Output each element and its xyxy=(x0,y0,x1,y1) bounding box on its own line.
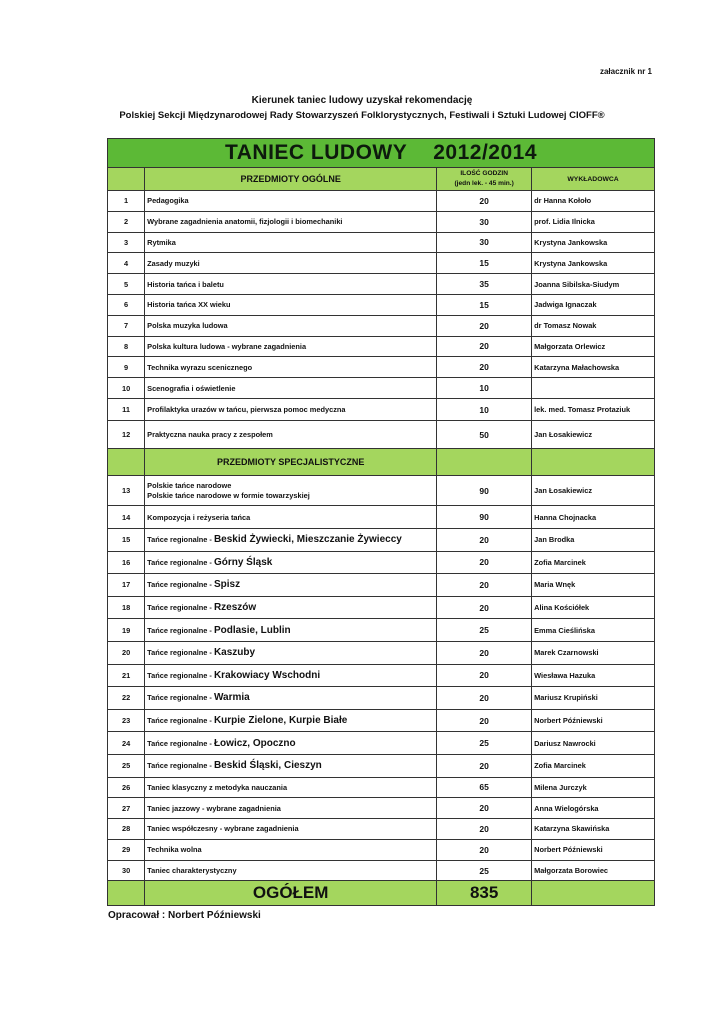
hours-value: 90 xyxy=(437,506,532,529)
table-row xyxy=(108,687,655,710)
row-number: 7 xyxy=(108,315,145,336)
hours-value: 20 xyxy=(437,551,532,574)
lecturer-name: Dariusz Nawrocki xyxy=(532,732,655,755)
subject-name xyxy=(145,641,437,664)
lecturer-name: Norbert Późniewski xyxy=(532,839,655,860)
row-number: 4 xyxy=(108,253,145,274)
row-number: 8 xyxy=(108,336,145,357)
region-name: Beskid Żywiecki, Mieszczanie Żywieccy xyxy=(213,534,402,546)
subject-name: Rytmika xyxy=(145,232,437,253)
subject-name: Historia tańca XX wieku xyxy=(145,294,437,315)
row-number: 1 xyxy=(108,191,145,212)
special-section-header xyxy=(108,449,655,476)
region-name: Kaszuby xyxy=(213,647,256,659)
subject-name: Historia tańca i baletu xyxy=(145,274,437,295)
table-row xyxy=(108,253,655,274)
row-number: 10 xyxy=(108,378,145,399)
col-hours-unit: (jedn lek. - 45 min.) xyxy=(454,180,514,187)
regional-prefix: Tańce regionalne - xyxy=(147,693,214,703)
region-name: Łowicz, Opoczno xyxy=(213,737,296,749)
total-value: 835 xyxy=(437,881,532,906)
table-row xyxy=(108,476,655,506)
subject-line-2: Polskie tańce narodowe w formie towarzyskiej xyxy=(147,490,310,500)
lecturer-name: prof. Lidia Ilnicka xyxy=(532,211,655,232)
table-row xyxy=(108,232,655,253)
hours-value: 15 xyxy=(437,294,532,315)
table-row xyxy=(108,860,655,881)
row-number: 17 xyxy=(108,574,145,597)
hours-value: 20 xyxy=(437,819,532,840)
table-row xyxy=(108,315,655,336)
hours-value: 65 xyxy=(437,777,532,798)
hours-value: 15 xyxy=(437,253,532,274)
table-row xyxy=(108,398,655,421)
regional-prefix: Tańce regionalne - xyxy=(147,716,214,726)
row-number: 29 xyxy=(108,839,145,860)
subject-name xyxy=(145,551,437,574)
row-number: 24 xyxy=(108,732,145,755)
lecturer-name: Hanna Chojnacka xyxy=(532,506,655,529)
table-row xyxy=(108,211,655,232)
total-row xyxy=(108,881,655,906)
lecturer-name xyxy=(532,378,655,399)
table-row xyxy=(108,777,655,798)
region-name: Krakowiacy Wschodni xyxy=(213,669,321,681)
table-row xyxy=(108,732,655,755)
row-number: 12 xyxy=(108,421,145,449)
subject-name: Taniec współczesny - wybrane zagadnienia xyxy=(145,819,437,840)
table-row xyxy=(108,574,655,597)
table-title-row xyxy=(108,139,655,168)
regional-prefix: Tańce regionalne - xyxy=(147,648,214,658)
region-name: Podlasie, Lublin xyxy=(213,624,291,636)
lecturer-name: lek. med. Tomasz Protaziuk xyxy=(532,398,655,421)
subject-name xyxy=(145,732,437,755)
lecturer-name: Małgorzata Orlewicz xyxy=(532,336,655,357)
table-row xyxy=(108,294,655,315)
region-name: Spisz xyxy=(213,579,241,591)
regional-prefix: Tańce regionalne - xyxy=(147,535,214,545)
subject-name: Scenografia i oświetlenie xyxy=(145,378,437,399)
total-label: OGÓŁEM xyxy=(145,881,437,906)
subject-name: Wybrane zagadnienia anatomii, fizjologii i biomechaniki xyxy=(145,211,437,232)
hours-value: 10 xyxy=(437,378,532,399)
hours-value: 20 xyxy=(437,709,532,732)
regional-prefix: Tańce regionalne - xyxy=(147,580,214,590)
hours-value: 25 xyxy=(437,732,532,755)
row-number: 21 xyxy=(108,664,145,687)
regional-prefix: Tańce regionalne - xyxy=(147,738,214,748)
table-row xyxy=(108,191,655,212)
subject-name xyxy=(145,574,437,597)
subject-name: Polska muzyka ludowa xyxy=(145,315,437,336)
row-number: 9 xyxy=(108,357,145,378)
hours-value: 20 xyxy=(437,336,532,357)
table-row xyxy=(108,641,655,664)
table-row xyxy=(108,528,655,551)
lecturer-name: Maria Wnęk xyxy=(532,574,655,597)
lecturer-name: Jan Brodka xyxy=(532,528,655,551)
regional-prefix: Tańce regionalne - xyxy=(147,761,214,771)
lecturer-name: Jan Łosakiewicz xyxy=(532,476,655,506)
col-lecturer-header: WYKŁADOWCA xyxy=(532,168,655,191)
general-section-header xyxy=(108,168,655,191)
lecturer-name: Alina Kościółek xyxy=(532,596,655,619)
row-number: 5 xyxy=(108,274,145,295)
region-name: Warmia xyxy=(213,692,250,704)
hours-value: 50 xyxy=(437,421,532,449)
subject-name xyxy=(145,709,437,732)
hours-value: 20 xyxy=(437,191,532,212)
lecturer-name: Małgorzata Borowiec xyxy=(532,860,655,881)
table-row xyxy=(108,274,655,295)
header-line-2: Polskiej Sekcji Międzynarodowej Rady Stowarzyszeń Folklorystycznych, Festiwali i Sztuki Ludowej CIOFF® xyxy=(119,110,605,121)
row-number: 11 xyxy=(108,398,145,421)
row-number: 16 xyxy=(108,551,145,574)
row-number: 13 xyxy=(108,476,145,506)
hours-value: 30 xyxy=(437,211,532,232)
hours-value: 10 xyxy=(437,398,532,421)
lecturer-name: Joanna Sibilska-Siudym xyxy=(532,274,655,295)
table-row xyxy=(108,664,655,687)
subject-name xyxy=(145,528,437,551)
subject-name xyxy=(145,596,437,619)
row-number: 28 xyxy=(108,819,145,840)
table-row xyxy=(108,819,655,840)
subject-name: Zasady muzyki xyxy=(145,253,437,274)
annex-label: załacznik nr 1 xyxy=(599,67,652,76)
subject-name: Pedagogika xyxy=(145,191,437,212)
table-title: TANIEC LUDOWY xyxy=(224,141,408,164)
table-row xyxy=(108,839,655,860)
row-number: 25 xyxy=(108,754,145,777)
hours-value: 25 xyxy=(437,860,532,881)
subject-name: Technika wolna xyxy=(145,839,437,860)
lecturer-name: dr Tomasz Nowak xyxy=(532,315,655,336)
lecturer-name: dr Hanna Kołoło xyxy=(532,191,655,212)
region-name: Rzeszów xyxy=(213,602,257,614)
table-year: 2012/2014 xyxy=(433,141,538,164)
row-number: 26 xyxy=(108,777,145,798)
subject-name: Profilaktyka urazów w tańcu, pierwsza pomoc medyczna xyxy=(145,398,437,421)
row-number: 6 xyxy=(108,294,145,315)
subject-name: Praktyczna nauka pracy z zespołem xyxy=(145,421,437,449)
subject-name: Polska kultura ludowa - wybrane zagadnienia xyxy=(145,336,437,357)
hours-value: 20 xyxy=(437,357,532,378)
hours-value: 20 xyxy=(437,754,532,777)
region-name: Górny Śląsk xyxy=(213,556,273,568)
lecturer-name: Krystyna Jankowska xyxy=(532,253,655,274)
lecturer-name: Emma Cieślińska xyxy=(532,619,655,642)
lecturer-name: Norbert Późniewski xyxy=(532,709,655,732)
hours-value: 20 xyxy=(437,664,532,687)
hours-value: 20 xyxy=(437,687,532,710)
hours-value: 25 xyxy=(437,619,532,642)
hours-value: 20 xyxy=(437,839,532,860)
row-number: 23 xyxy=(108,709,145,732)
row-number: 22 xyxy=(108,687,145,710)
lecturer-name: Zofia Marcinek xyxy=(532,754,655,777)
subject-name xyxy=(145,664,437,687)
table-row xyxy=(108,754,655,777)
row-number: 30 xyxy=(108,860,145,881)
subject-name: Kompozycja i reżyseria tańca xyxy=(145,506,437,529)
subject-name: Taniec charakterystyczny xyxy=(145,860,437,881)
lecturer-name: Krystyna Jankowska xyxy=(532,232,655,253)
row-number: 27 xyxy=(108,798,145,819)
footer-author: Opracował : Norbert Późniewski xyxy=(108,910,261,921)
table-row xyxy=(108,798,655,819)
lecturer-name: Milena Jurczyk xyxy=(532,777,655,798)
table-row xyxy=(108,357,655,378)
regional-prefix: Tańce regionalne - xyxy=(147,557,214,567)
row-number: 2 xyxy=(108,211,145,232)
lecturer-name: Zofia Marcinek xyxy=(532,551,655,574)
hours-value: 90 xyxy=(437,476,532,506)
row-number: 14 xyxy=(108,506,145,529)
hours-value: 20 xyxy=(437,596,532,619)
region-name: Kurpie Zielone, Kurpie Białe xyxy=(213,715,348,727)
subject-name xyxy=(145,687,437,710)
hours-value: 20 xyxy=(437,528,532,551)
hours-value: 20 xyxy=(437,574,532,597)
regional-prefix: Tańce regionalne - xyxy=(147,625,214,635)
subject-name: Taniec klasyczny z metodyka nauczania xyxy=(145,777,437,798)
row-number: 19 xyxy=(108,619,145,642)
lecturer-name: Wiesława Hazuka xyxy=(532,664,655,687)
hours-value: 30 xyxy=(437,232,532,253)
table-row xyxy=(108,506,655,529)
curriculum-table xyxy=(107,138,655,906)
subject-name xyxy=(145,476,437,506)
row-number: 15 xyxy=(108,528,145,551)
hours-value: 20 xyxy=(437,798,532,819)
lecturer-name: Anna Wielogórska xyxy=(532,798,655,819)
table-row xyxy=(108,421,655,449)
table-row xyxy=(108,709,655,732)
table-row xyxy=(108,336,655,357)
lecturer-name: Jadwiga Ignaczak xyxy=(532,294,655,315)
table-row xyxy=(108,596,655,619)
table-row xyxy=(108,619,655,642)
regional-prefix: Tańce regionalne - xyxy=(147,603,214,613)
col-hours-header: ILOŚĆ GODZIN xyxy=(460,170,508,177)
lecturer-name: Mariusz Krupiński xyxy=(532,687,655,710)
lecturer-name: Jan Łosakiewicz xyxy=(532,421,655,449)
subject-line-1: Polskie tańce narodowe xyxy=(147,480,232,490)
section-special-label: PRZEDMIOTY SPECJALISTYCZNE xyxy=(145,449,437,476)
subject-name xyxy=(145,619,437,642)
hours-value: 20 xyxy=(437,641,532,664)
region-name: Beskid Śląski, Cieszyn xyxy=(213,760,322,772)
row-number: 18 xyxy=(108,596,145,619)
subject-name xyxy=(145,754,437,777)
lecturer-name: Katarzyna Skawińska xyxy=(532,819,655,840)
subject-name: Technika wyrazu scenicznego xyxy=(145,357,437,378)
section-general-label: PRZEDMIOTY OGÓLNE xyxy=(145,168,437,191)
row-number: 3 xyxy=(108,232,145,253)
regional-prefix: Tańce regionalne - xyxy=(147,670,214,680)
hours-value: 35 xyxy=(437,274,532,295)
hours-value: 20 xyxy=(437,315,532,336)
lecturer-name: Katarzyna Małachowska xyxy=(532,357,655,378)
row-number: 20 xyxy=(108,641,145,664)
header-line-1: Kierunek taniec ludowy uzyskał rekomendację xyxy=(251,95,473,106)
table-row xyxy=(108,378,655,399)
table-row xyxy=(108,551,655,574)
lecturer-name: Marek Czarnowski xyxy=(532,641,655,664)
subject-name: Taniec jazzowy - wybrane zagadnienia xyxy=(145,798,437,819)
